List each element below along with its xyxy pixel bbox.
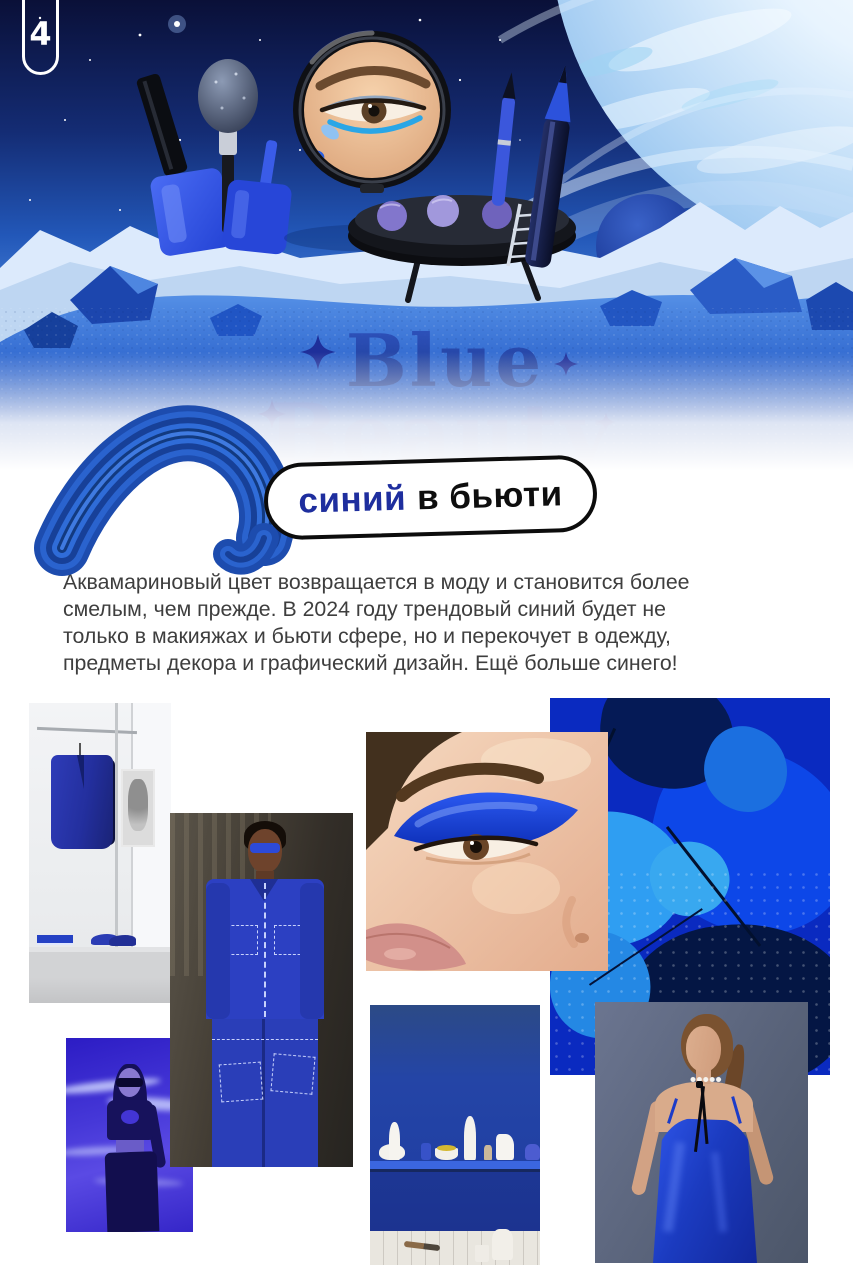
photo-blue-satin-dress [595, 1002, 808, 1263]
model-face [686, 1026, 721, 1072]
intro-line: смелым, чем прежде. В 2024 году трендовый синий будет не [63, 597, 666, 621]
intro-line: Аквамариновый цвет возвращается в моду и становится более [63, 570, 690, 594]
jacket-sleeve [206, 883, 230, 1019]
clothes-rail [37, 727, 137, 734]
white-jug [492, 1229, 513, 1260]
plank-floor [370, 1231, 540, 1265]
blue-book [37, 935, 73, 945]
beige-bottle [484, 1145, 492, 1160]
photo-blue-suit-wardrobe [29, 703, 171, 1003]
slide-number: 4 [29, 14, 52, 53]
face-illustration [366, 732, 608, 971]
jacket-lapel [77, 755, 84, 789]
jacket-collar [250, 879, 264, 901]
dark-skirt [105, 1151, 160, 1232]
photo-blue-wall-vases [370, 1005, 540, 1265]
jacket-sleeve [300, 883, 324, 1019]
wall-shelf [370, 1161, 540, 1169]
section-title-highlight: синий [297, 478, 407, 521]
slide-number-badge [22, 0, 59, 75]
concrete-bench [29, 947, 171, 1003]
stitch-line [264, 883, 268, 1017]
denim-jacket [206, 879, 324, 1019]
stitch-line [212, 1039, 318, 1042]
photo-blue-denim-look [170, 813, 353, 1167]
cargo-pocket [270, 1053, 315, 1095]
wall-poster [121, 769, 155, 847]
section-title-badge [263, 454, 598, 540]
pearl-choker [690, 1076, 722, 1083]
white-bottle [389, 1122, 400, 1160]
white-pitcher [496, 1134, 514, 1160]
model-waist [116, 1140, 144, 1152]
blue-eye-makeup [250, 843, 280, 853]
blue-suit-jacket [51, 755, 113, 849]
section-title-rest: в бьюти [416, 473, 564, 517]
intro-line: предметы декора и графический дизайн. Ещё больше синего! [63, 651, 678, 675]
denim-pants [212, 1019, 318, 1167]
cutout-detail [121, 1110, 139, 1124]
poster-figure [128, 779, 148, 831]
intro-paragraph [63, 569, 690, 677]
white-cup [475, 1245, 489, 1262]
cutout-top [107, 1100, 153, 1140]
photo-blue-eyeshadow-closeup [366, 732, 608, 971]
blue-pot [525, 1144, 540, 1160]
glow-star [168, 15, 186, 33]
white-bottle [464, 1116, 476, 1160]
cargo-pocket [219, 1062, 264, 1103]
sunglasses [116, 1078, 143, 1087]
wardrobe-pole [115, 703, 118, 948]
yellow-bowl [435, 1148, 458, 1160]
blue-jar [421, 1143, 431, 1160]
blue-sneaker [109, 935, 136, 946]
intro-line: только в макияжах и бьюти сфере, но и перекочует в одежду, [63, 624, 671, 648]
